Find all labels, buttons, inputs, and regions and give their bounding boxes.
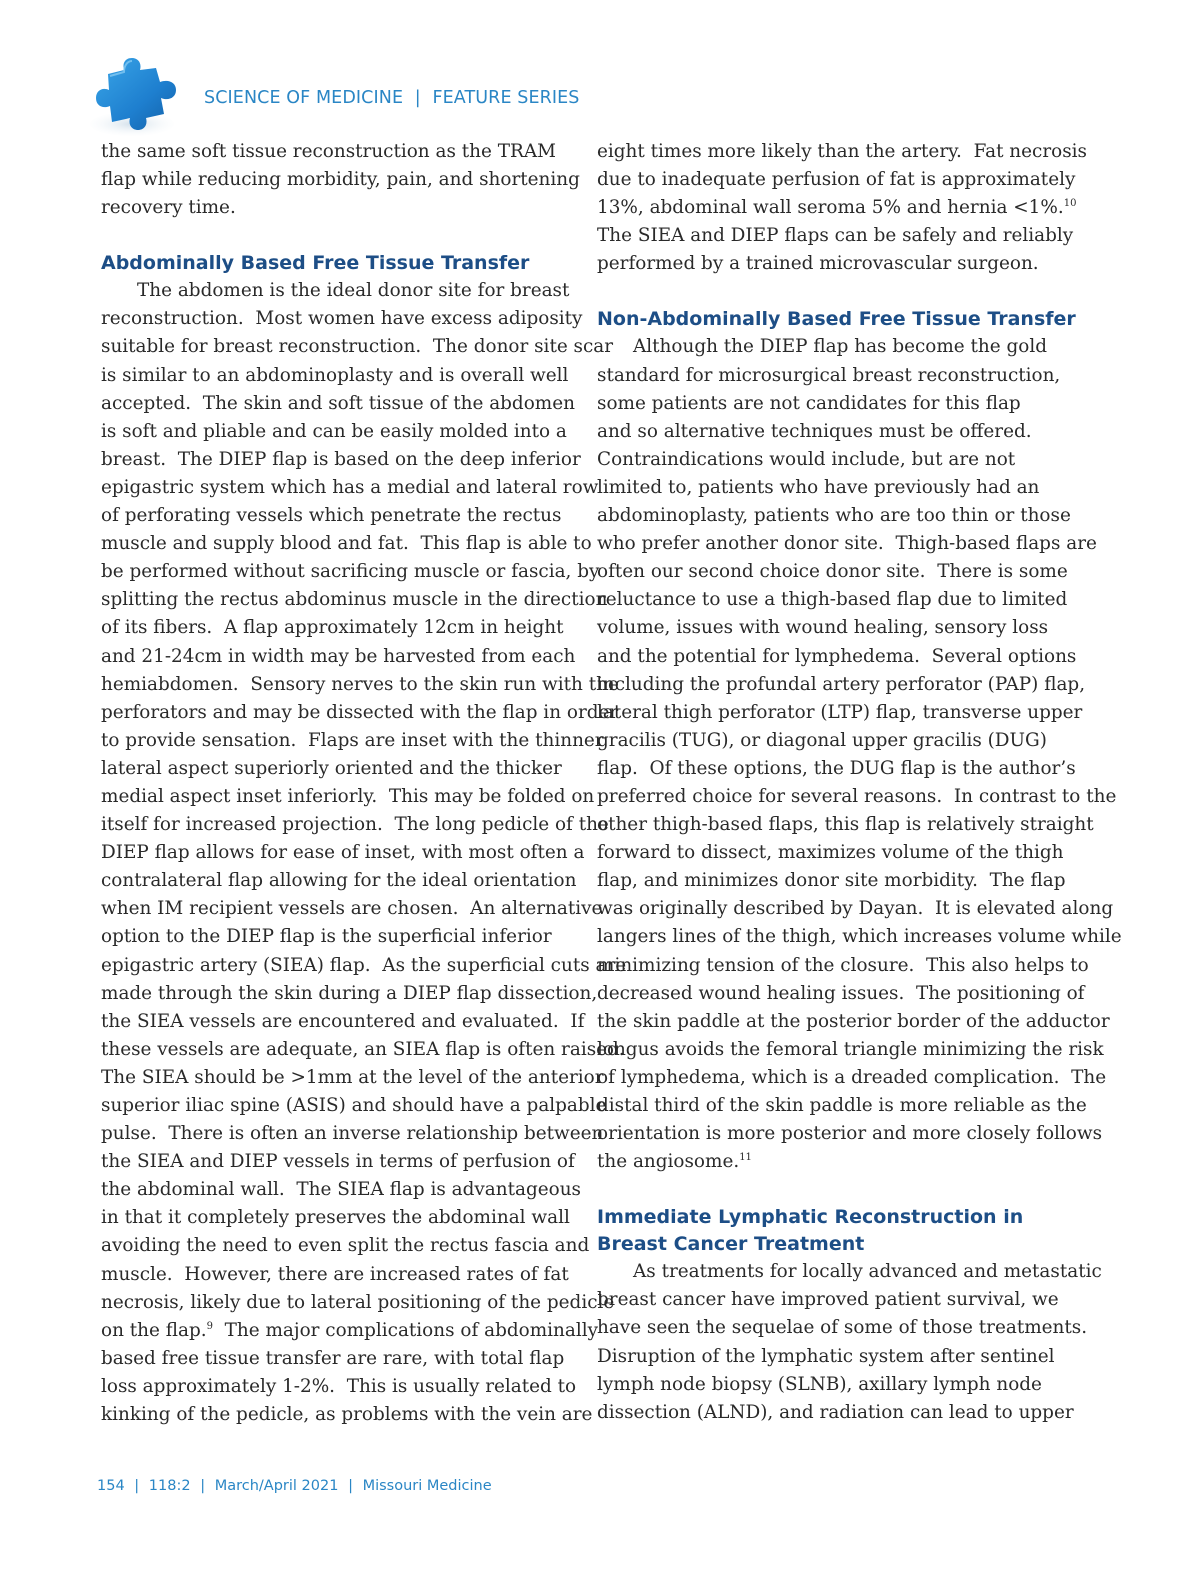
body-line: be performed without sacrificing muscle or fascia, by (101, 561, 600, 583)
body-line: The SIEA should be >1mm at the level of the anterior (101, 1066, 604, 1088)
body-line-ref-9 (101, 1317, 598, 1345)
footer-date: March/April 2021 (214, 1478, 339, 1494)
right-body-1 (597, 333, 1122, 1148)
footer-separator: | (348, 1478, 353, 1494)
ref-9-text: on the flap. (101, 1319, 207, 1341)
body-line: standard for microsurgical breast reconstruction, (597, 364, 1061, 386)
reference-9: 9 (206, 1320, 213, 1332)
body-line: who prefer another donor site. Thigh-based flaps are (597, 533, 1097, 555)
body-line: lateral aspect superiorly oriented and the thicker (101, 757, 562, 779)
body-line: to provide sensation. Flaps are inset with the thinner (101, 729, 604, 751)
body-line: forward to dissect, maximizes volume of the thigh (597, 842, 1064, 864)
body-line: have seen the sequelae of some of those treatments. (597, 1317, 1088, 1339)
body-line: based free tissue transfer are rare, with total flap (101, 1347, 565, 1369)
body-line: lateral thigh perforator (LTP) flap, transverse upper (597, 701, 1083, 723)
body-line: As treatments for locally advanced and metastatic (633, 1261, 1102, 1283)
body-line: when IM recipient vessels are chosen. An alternative (101, 898, 603, 920)
left-body (101, 277, 627, 1316)
body-line: flap, and minimizes donor site morbidity. The flap (597, 870, 1066, 892)
body-line: orientation is more posterior and more closely follows (597, 1123, 1103, 1145)
body-line: eight times more likely than the artery. Fat necrosis (597, 141, 1087, 162)
body-line: Although the DIEP flap has become the gold (633, 336, 1047, 358)
body-line: these vessels are adequate, an SIEA flap is often raised. (101, 1038, 625, 1060)
footer-issue: 118:2 (148, 1478, 191, 1494)
body-line: epigastric artery (SIEA) flap. As the superficial cuts are (101, 954, 627, 976)
right-column (597, 138, 1122, 1427)
body-line: avoiding the need to even split the rectus fascia and (101, 1235, 590, 1257)
body-line: option to the DIEP flap is the superficial inferior (101, 926, 552, 948)
body-line: of lymphedema, which is a dreaded complication. The (597, 1066, 1107, 1088)
body-line: loss approximately 1-2%. This is usually related to (101, 1375, 577, 1397)
reference-10: 10 (1063, 198, 1077, 210)
body-line: volume, issues with wound healing, sensory loss (597, 617, 1049, 639)
body-line: langers lines of the thigh, which increases volume while (597, 926, 1122, 948)
body-line: breast cancer have improved patient survival, we (597, 1289, 1059, 1311)
body-line: the skin paddle at the posterior border of the adductor (597, 1010, 1110, 1032)
body-line: Disruption of the lymphatic system after sentinel (597, 1345, 1055, 1367)
body-line: the SIEA vessels are encountered and evaluated. If (101, 1010, 585, 1032)
body-line: Contraindications would include, but are not (597, 448, 1016, 470)
header-series: FEATURE SERIES (432, 88, 580, 108)
body-line: and so alternative techniques must be offered. (597, 420, 1032, 442)
header-title (204, 88, 580, 108)
body-line: flap while reducing morbidity, pain, and shortening (101, 169, 580, 191)
body-line: decreased wound healing issues. The positioning of (597, 982, 1085, 1004)
body-line: lymph node biopsy (SLNB), axillary lymph node (597, 1373, 1042, 1395)
body-line: muscle and supply blood and fat. This flap is able to (101, 533, 592, 555)
spacer (597, 1176, 1075, 1204)
page-footer (97, 1478, 492, 1494)
body-line: distal third of the skin paddle is more reliable as the (597, 1095, 1087, 1116)
body-line: pulse. There is often an inverse relationship between (101, 1123, 604, 1145)
body-line: often our second choice donor site. There is some (597, 561, 1068, 583)
body-line-ref-11 (597, 1148, 1075, 1176)
body-line: epigastric system which has a medial and lateral row (101, 476, 599, 498)
body-line: hemiabdomen. Sensory nerves to the skin run with the (101, 673, 619, 695)
section-heading-non-abdominal: Non-Abdominally Based Free Tissue Transfer (597, 308, 1076, 331)
body-line: is similar to an abdominoplasty and is overall well (101, 364, 569, 386)
body-line: gracilis (TUG), or diagonal upper gracilis (DUG) (597, 729, 1047, 751)
body-line: the SIEA and DIEP vessels in terms of perfusion of (101, 1151, 575, 1173)
body-line: and the potential for lymphedema. Several options (597, 645, 1077, 667)
body-line: itself for increased projection. The long pedicle of the (101, 814, 609, 836)
body-line: flap. Of these options, the DUG flap is the author’s (597, 757, 1076, 779)
footer-journal: Missouri Medicine (362, 1478, 492, 1494)
header-separator: | (414, 88, 421, 108)
body-line: limited to, patients who have previously had an (597, 476, 1040, 498)
header-section: SCIENCE OF MEDICINE (204, 88, 404, 108)
body-line: The abdomen is the ideal donor site for breast (137, 280, 570, 302)
body-line: necrosis, likely due to lateral positioning of the pedicle (101, 1291, 615, 1313)
body-line: the abdominal wall. The SIEA flap is advantageous (101, 1179, 581, 1201)
section-heading-lymphatic-2: Breast Cancer Treatment (597, 1233, 865, 1256)
right-intro-b (597, 222, 1075, 278)
body-line: perforators and may be dissected with the flap in order (101, 701, 619, 723)
body-line: abdominoplasty, patients who are too thin or those (597, 505, 1071, 527)
body-line: reluctance to use a thigh-based flap due to limited (597, 589, 1068, 611)
section-heading-lymphatic-1: Immediate Lymphatic Reconstruction in (597, 1206, 1024, 1229)
body-line: splitting the rectus abdominus muscle in the direction (101, 589, 608, 611)
body-line: recovery time. (101, 197, 236, 219)
body-line: The SIEA and DIEP flaps can be safely and reliably (597, 225, 1074, 247)
right-intro-a (597, 138, 1087, 194)
body-line: of its fibers. A flap approximately 12cm in height (101, 617, 564, 639)
section-heading-abdominal: Abdominally Based Free Tissue Transfer (101, 252, 530, 275)
body-line: some patients are not candidates for this flap (597, 392, 1021, 414)
body-line: minimizing tension of the closure. This also helps to (597, 954, 1089, 976)
body-line: including the profundal artery perforator (PAP) flap, (597, 673, 1086, 695)
body-line: DIEP flap allows for ease of inset, with most often a (101, 842, 585, 864)
footer-separator: | (200, 1478, 206, 1494)
left-column (101, 138, 627, 1429)
puzzle-piece-icon (90, 52, 200, 138)
body-line: accepted. The skin and soft tissue of the abdomen (101, 392, 575, 414)
body-line: and 21-24cm in width may be harvested from each (101, 645, 576, 667)
spacer (597, 278, 1075, 306)
body-line: dissection (ALND), and radiation can lead to upper (597, 1401, 1074, 1423)
ref-9-rest: The major complications of abdominally (212, 1319, 598, 1341)
body-line: due to inadequate perfusion of fat is approximately (597, 169, 1076, 191)
body-line: made through the skin during a DIEP flap dissection, (101, 982, 598, 1004)
footer-separator: | (134, 1478, 140, 1494)
body-line: was originally described by Dayan. It is elevated along (597, 898, 1114, 920)
reference-11: 11 (739, 1152, 752, 1164)
ref-10-text: 13%, abdominal wall seroma 5% and hernia <1%. (597, 197, 1064, 219)
body-line-ref-10 (597, 194, 1075, 222)
footer-page: 154 (97, 1478, 125, 1494)
right-body-2 (597, 1258, 1102, 1427)
body-line: contralateral flap allowing for the ideal orientation (101, 870, 577, 892)
body-line: performed by a trained microvascular surgeon. (597, 253, 1039, 275)
body-line: breast. The DIEP flap is based on the deep inferior (101, 448, 581, 470)
body-line: of perforating vessels which penetrate the rectus (101, 505, 562, 527)
left-tail (101, 1345, 593, 1429)
body-line: the same soft tissue reconstruction as the TRAM (101, 141, 556, 162)
body-line: medial aspect inset inferiorly. This may be folded on (101, 785, 595, 807)
body-line: is soft and pliable and can be easily molded into a (101, 420, 567, 442)
body-line: suitable for breast reconstruction. The donor site scar (101, 336, 614, 358)
ref-11-text: the angiosome. (597, 1151, 740, 1173)
body-line: superior iliac spine (ASIS) and should have a palpable (101, 1095, 607, 1116)
body-line: other thigh-based flaps, this flap is relatively straight (597, 814, 1094, 836)
body-line: kinking of the pedicle, as problems with the vein are (101, 1404, 593, 1426)
page-header (90, 52, 690, 142)
left-intro (101, 138, 579, 222)
spacer (101, 222, 579, 250)
body-line: in that it completely preserves the abdominal wall (101, 1207, 570, 1229)
body-line: longus avoids the femoral triangle minimizing the risk (597, 1038, 1104, 1060)
body-line: muscle. However, there are increased rates of fat (101, 1263, 569, 1285)
body-line: preferred choice for several reasons. In contrast to the (597, 785, 1117, 807)
body-line: reconstruction. Most women have excess adiposity (101, 308, 583, 330)
